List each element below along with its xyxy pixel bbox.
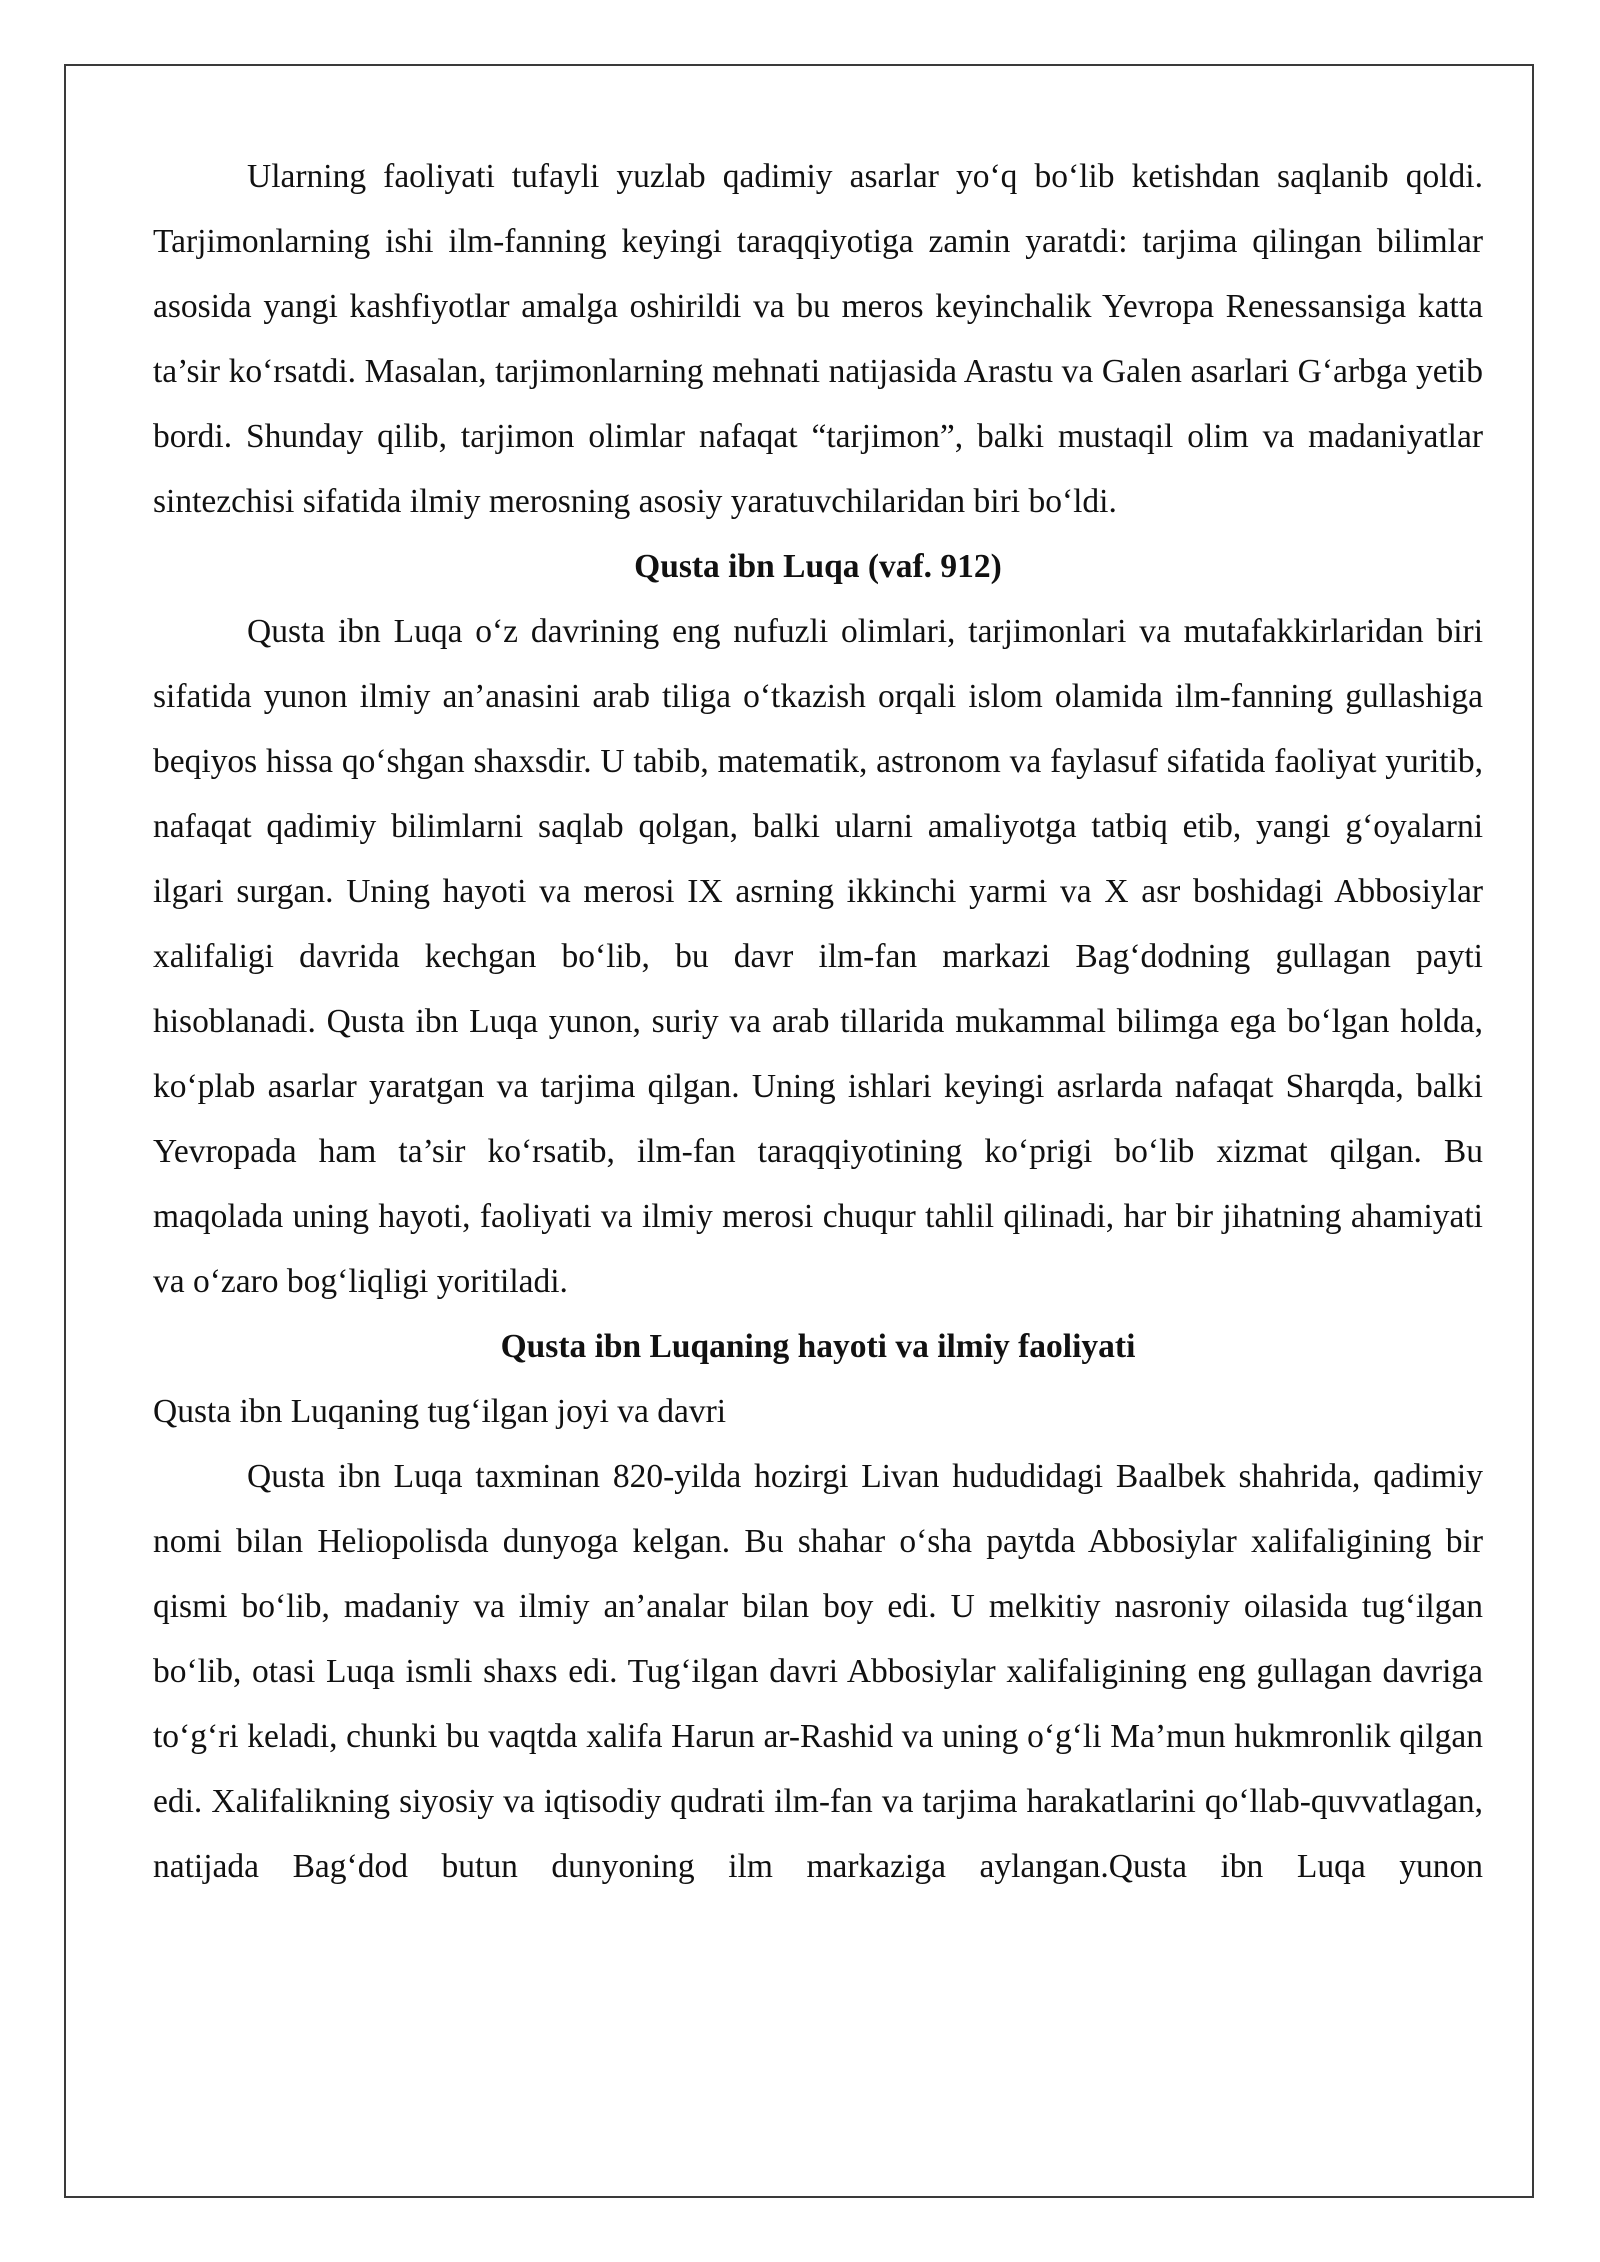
paragraph-2: Qusta ibn Luqa o‘z davrining eng nufuzli olimlari, tarjimonlari va mutafakkirlaridan biri sifatida yunon ilmiy an’anasini arab tiliga o‘tkazish orqali islom olamida ilm-fanning gullashiga beqiyos hissa qo‘shgan shaxsdir. U tabib, matematik, astronom va faylasuf sifatida faoliyat yuritib, nafaqat qadimiy bilimlarni saqlab qolgan, balki ularni amaliyotga tatbiq etib, yangi g‘oyalarni ilgari surgan. Uning hayoti va merosi IX asrning ikkinchi yarmi va X asr boshidagi Abbosiylar xalifaligi davrida kechgan bo‘lib, bu davr ilm-fan markazi Bag‘dodning gullagan payti hisoblanadi. Qusta ibn Luqa yunon, suriy va arab tillarida mukammal bilimga ega bo‘lgan holda, ko‘plab asarlar yaratgan va tarjima qilgan. Uning ishlari keyingi asrlarda nafaqat Sharqda, balki Yevropada ham ta’sir ko‘rsatib, ilm-fan taraqqiyotining ko‘prigi bo‘lib xizmat qilgan. Bu maqolada uning hayoti, faoliyati va ilmiy merosi chuqur tahlil qilinadi, har bir jihatning ahamiyati va o‘zaro bog‘liqligi yoritiladi. — [153, 613, 1483, 1300]
paragraph-3: Qusta ibn Luqa taxminan 820-yilda hozirgi Livan hududidagi Baalbek shahrida, qadimiy nomi bilan Heliopolisda dunyoga kelgan. Bu shahar o‘sha paytda Abbosiylar xalifaligining bir qismi bo‘lib, madaniy va ilmiy an’analar bilan boy edi. U melkitiy nasroniy oilasida tug‘ilgan bo‘lib, otasi Luqa ismli shaxs edi. Tug‘ilgan davri Abbosiylar xalifaligining eng gullagan davriga to‘g‘ri keladi, chunki bu vaqtda xalifa Harun ar-Rashid va uning o‘g‘li Ma’mun hukmronlik qilgan edi. Xalifalikning siyosiy va iqtisodiy qudrati ilm-fan va tarjima harakatlarini qo‘llab-quvvatlagan, natijada Bag‘dod butun dunyoning ilm markaziga aylangan.Qusta ibn Luqa yunon — [153, 1458, 1483, 1885]
section-heading-qusta: Qusta ibn Luqa (vaf. 912) — [634, 548, 1002, 585]
paragraph-1: Ularning faoliyati tufayli yuzlab qadimiy asarlar yo‘q bo‘lib ketishdan saqlanib qoldi. Tarjimonlarning ishi ilm-fanning keyingi taraqqiyotiga zamin yaratdi: tarjima qilingan bilimlar asosida yangi kashfiyotlar amalga oshirildi va bu meros keyinchalik Yevropa Renessansiga katta ta’sir ko‘rsatdi. Masalan, tarjimonlarning mehnati natijasida Arastu va Galen asarlari G‘arbga yetib bordi. Shunday qilib, tarjimon olimlar nafaqat “tarjimon”, balki mustaqil olim va madaniyatlar sintezchisi sifatida ilmiy merosning asosiy yaratuvchilaridan biri bo‘ldi. — [153, 158, 1483, 520]
document-body — [153, 144, 1483, 1899]
subheading-birthplace: Qusta ibn Luqaning tug‘ilgan joyi va davri — [153, 1393, 727, 1430]
section-heading-life: Qusta ibn Luqaning hayoti va ilmiy faoliyati — [500, 1328, 1136, 1365]
